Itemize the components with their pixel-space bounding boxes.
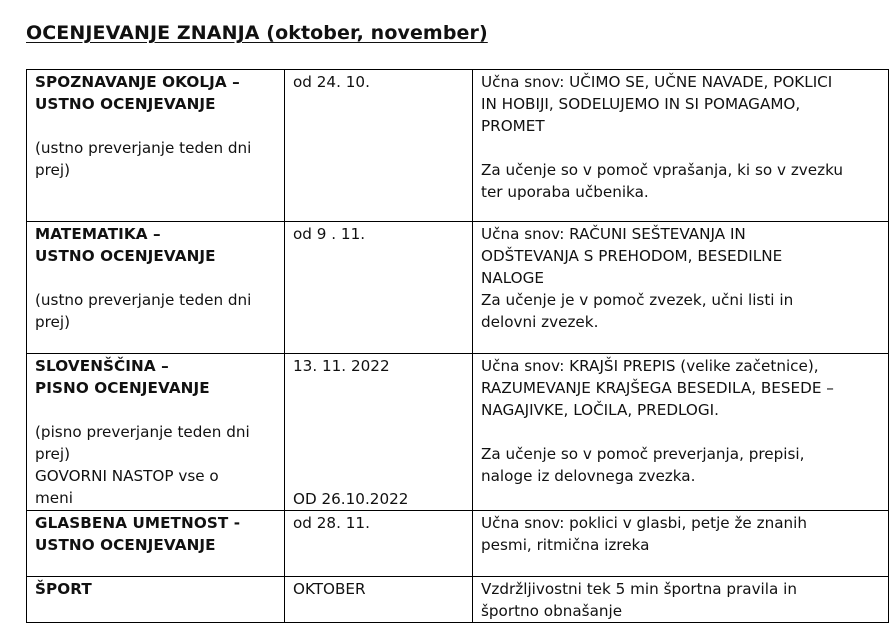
date-cell bbox=[285, 222, 473, 354]
content-cell bbox=[473, 70, 889, 222]
content-line: PROMET bbox=[481, 117, 545, 135]
content-line: Učna snov: RAČUNI SEŠTEVANJA IN bbox=[481, 225, 746, 243]
assessment-type: USTNO OCENJEVANJE bbox=[35, 536, 216, 554]
date-cell bbox=[285, 511, 473, 577]
content-line: RAZUMEVANJE KRAJŠEGA BESEDILA, BESEDE – bbox=[481, 379, 834, 397]
content-cell bbox=[473, 511, 889, 577]
study-help-line: Za učenje so v pomoč vprašanja, ki so v zvezku bbox=[481, 161, 844, 179]
subject-note: prej) bbox=[35, 313, 71, 331]
table-row bbox=[27, 577, 889, 623]
content-line: NAGAJIVKE, LOČILA, PREDLOGI. bbox=[481, 401, 719, 419]
table-row bbox=[27, 354, 889, 511]
subject-title: GLASBENA UMETNOST - bbox=[35, 514, 241, 532]
content-line: Vzdržljivostni tek 5 min športna pravila in bbox=[481, 580, 797, 598]
subject-cell bbox=[27, 354, 285, 511]
content-line: NALOGE bbox=[481, 269, 544, 287]
assessment-date: od 9 . 11. bbox=[293, 225, 366, 243]
study-help-line: naloge iz delovnega zvezka. bbox=[481, 467, 696, 485]
assessment-type: USTNO OCENJEVANJE bbox=[35, 247, 216, 265]
subject-title: MATEMATIKA – bbox=[35, 225, 161, 243]
subject-note: (ustno preverjanje teden dni bbox=[35, 291, 252, 309]
subject-note: meni bbox=[35, 489, 73, 507]
content-cell bbox=[473, 577, 889, 623]
content-line: IN HOBIJI, SODELUJEMO IN SI POMAGAMO, bbox=[481, 95, 801, 113]
subject-note: prej) bbox=[35, 161, 71, 179]
assessment-type: PISNO OCENJEVANJE bbox=[35, 379, 210, 397]
content-line: Učna snov: UČIMO SE, UČNE NAVADE, POKLICI bbox=[481, 73, 833, 91]
content-line: športno obnašanje bbox=[481, 602, 623, 620]
content-line: ODŠTEVANJA S PREHODOM, BESEDILNE bbox=[481, 247, 783, 265]
assessment-date: od 28. 11. bbox=[293, 514, 370, 532]
content-cell bbox=[473, 222, 889, 354]
table-row bbox=[27, 70, 889, 222]
subject-note: GOVORNI NASTOP vse o bbox=[35, 467, 219, 485]
assessment-date: 13. 11. 2022 bbox=[293, 357, 390, 375]
page-title: OCENJEVANJE ZNANJA (oktober, november) bbox=[26, 22, 488, 44]
subject-title: SPOZNAVANJE OKOLJA – bbox=[35, 73, 240, 91]
content-cell bbox=[473, 354, 889, 511]
content-line: Učna snov: poklici v glasbi, petje že znanih bbox=[481, 514, 807, 532]
subject-cell bbox=[27, 222, 285, 354]
subject-note: (ustno preverjanje teden dni bbox=[35, 139, 252, 157]
assessment-table bbox=[26, 69, 889, 623]
subject-cell bbox=[27, 511, 285, 577]
speech-date: OD 26.10.2022 bbox=[293, 490, 409, 508]
assessment-date: OKTOBER bbox=[293, 580, 366, 598]
study-help-line: Za učenje so v pomoč preverjanja, prepisi, bbox=[481, 445, 805, 463]
table-row bbox=[27, 222, 889, 354]
table-row bbox=[27, 511, 889, 577]
date-cell bbox=[285, 354, 473, 511]
date-cell bbox=[285, 70, 473, 222]
study-help-line: ter uporaba učbenika. bbox=[481, 183, 649, 201]
subject-note: (pisno preverjanje teden dni bbox=[35, 423, 250, 441]
study-help-line: Za učenje je v pomoč zvezek, učni listi in bbox=[481, 291, 794, 309]
subject-cell bbox=[27, 577, 285, 623]
subject-note: prej) bbox=[35, 445, 71, 463]
subject-title: SLOVENŠČINA – bbox=[35, 357, 169, 375]
study-help-line: delovni zvezek. bbox=[481, 313, 599, 331]
subject-cell bbox=[27, 70, 285, 222]
date-cell bbox=[285, 577, 473, 623]
assessment-type: USTNO OCENJEVANJE bbox=[35, 95, 216, 113]
subject-title: ŠPORT bbox=[35, 580, 92, 598]
content-line: Učna snov: KRAJŠI PREPIS (velike začetnice), bbox=[481, 357, 819, 375]
content-line: pesmi, ritmična izreka bbox=[481, 536, 650, 554]
assessment-date: od 24. 10. bbox=[293, 73, 370, 91]
